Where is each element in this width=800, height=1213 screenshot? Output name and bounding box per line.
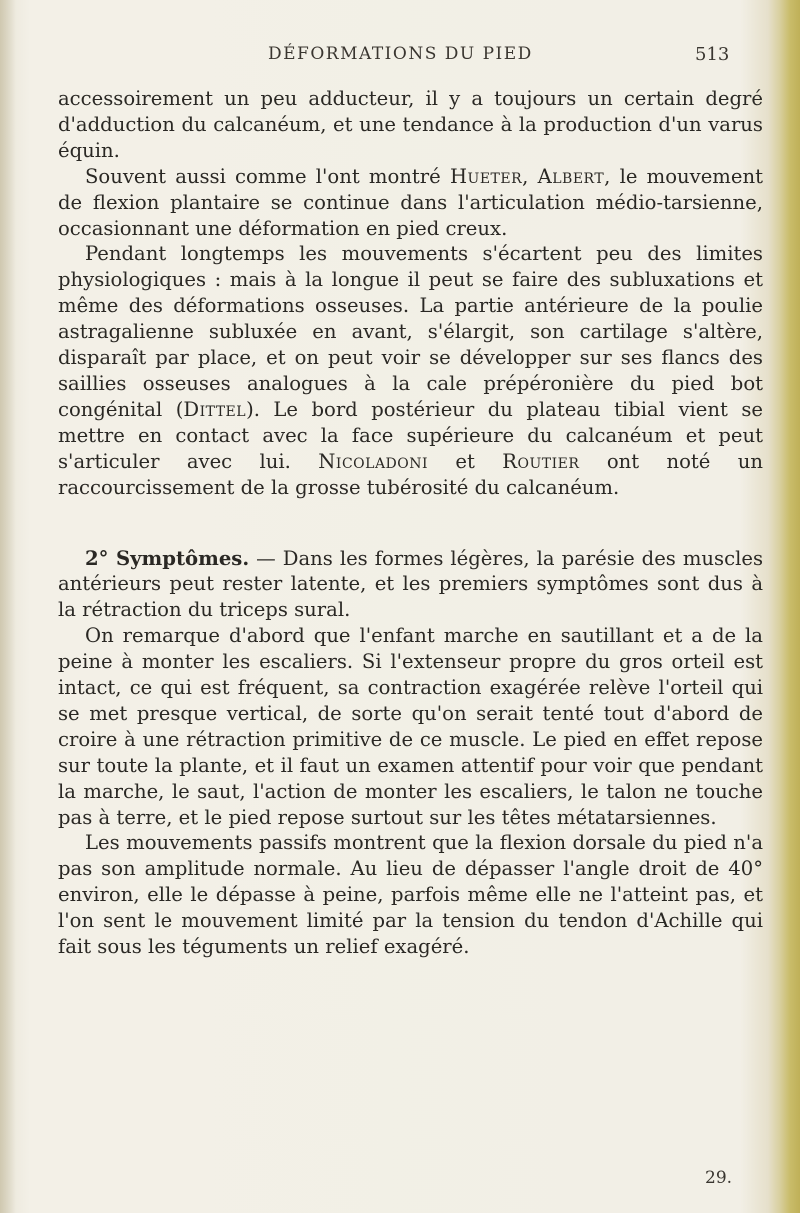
signature-mark: 29.	[705, 1168, 733, 1188]
paragraph-6	[58, 830, 763, 960]
section-heading: 2° Symptômes.	[85, 546, 250, 570]
author-name: Routier	[502, 449, 580, 473]
paragraph-1-text: accessoirement un peu adducteur, il y a toujours un certain degré d'adduction du calcanéum, et une tendance à la production d'un varus équin.	[58, 87, 763, 162]
paragraph-3-text-b: ). Le bord postérieur du plateau tibial vient se mettre en contact avec la face supérieure du calcanéum et peut s'articuler avec lui.	[58, 397, 764, 473]
paragraph-3-text-a: Pendant longtemps les mouvements s'écartent peu des limites physiologiques : mais à la longue il peut se faire des subluxations et même des déformations osseuses. La partie antérieure de la poulie astragalienne subluxée en avant, s'élargit, son cartilage s'altère, disparaît par place, et on peut voir se développer sur ses flancs des saillies osseuses analogues à la cale prépéronière du pied bot congénital (	[58, 242, 763, 421]
paragraph-1	[58, 86, 763, 164]
body-text	[58, 86, 763, 960]
author-name: Hueter	[449, 164, 523, 188]
paragraph-2-text-a: Souvent aussi comme l'ont montré	[85, 164, 450, 188]
author-name: Nicoladoni	[318, 449, 429, 473]
paragraph-2-text-c: , le mouvement de flexion plantaire se continue dans l'articulation médio-tarsienne, occasionnant une déformation en pied creux.	[58, 164, 763, 240]
author-name: Albert	[537, 164, 605, 188]
paragraph-6-text: Les mouvements passifs montrent que la flexion dorsale du pied n'a pas son amplitude normale. Au lieu de dépasser l'angle droit de 40° environ, elle le dépasse à peine, parfois même elle ne l'atteint pas, et l'on sent le mouvement limité par la tension du tendon d'Achille qui fait sous les téguments un relief exagéré.	[58, 831, 763, 959]
paragraph-3	[58, 241, 763, 500]
paragraph-5-text: On remarque d'abord que l'enfant marche en sautillant et a de la peine à monter les escaliers. Si l'extenseur propre du gros orteil est intact, ce qui est fréquent, sa contraction exagérée relève l'orteil qui se met presque vertical, de sorte qu'on serait tenté tout d'abord de croire à une rétraction primitive de ce muscle. Le pied en effet repose sur toute la plante, et il faut un examen attentif pour voir que pendant la marche, le saut, l'action de monter les escaliers, le talon ne touche pas à terre, et le pied repose surtout sur les têtes métatarsiennes.	[58, 624, 763, 829]
page-header	[0, 44, 800, 74]
paragraph-2	[58, 164, 763, 242]
paragraph-3-text-c: et	[428, 449, 503, 473]
paragraph-3-text-d: ont noté un raccourcissement de la grosse tubérosité du calcanéum.	[58, 449, 763, 499]
running-title: DÉFORMATIONS DU PIED	[268, 44, 533, 64]
author-name: Dittel	[183, 397, 247, 421]
page-number: 513	[695, 44, 730, 65]
paragraph-2-text-b: ,	[522, 164, 538, 188]
paragraph-5	[58, 623, 763, 830]
binding-shadow	[0, 0, 16, 1213]
paragraph-4-text: — Dans les formes légères, la parésie des muscles antérieurs peut rester latente, et les premiers symptômes sont dus à la rétraction du triceps sural.	[58, 546, 764, 622]
section-symptomes	[58, 546, 763, 624]
